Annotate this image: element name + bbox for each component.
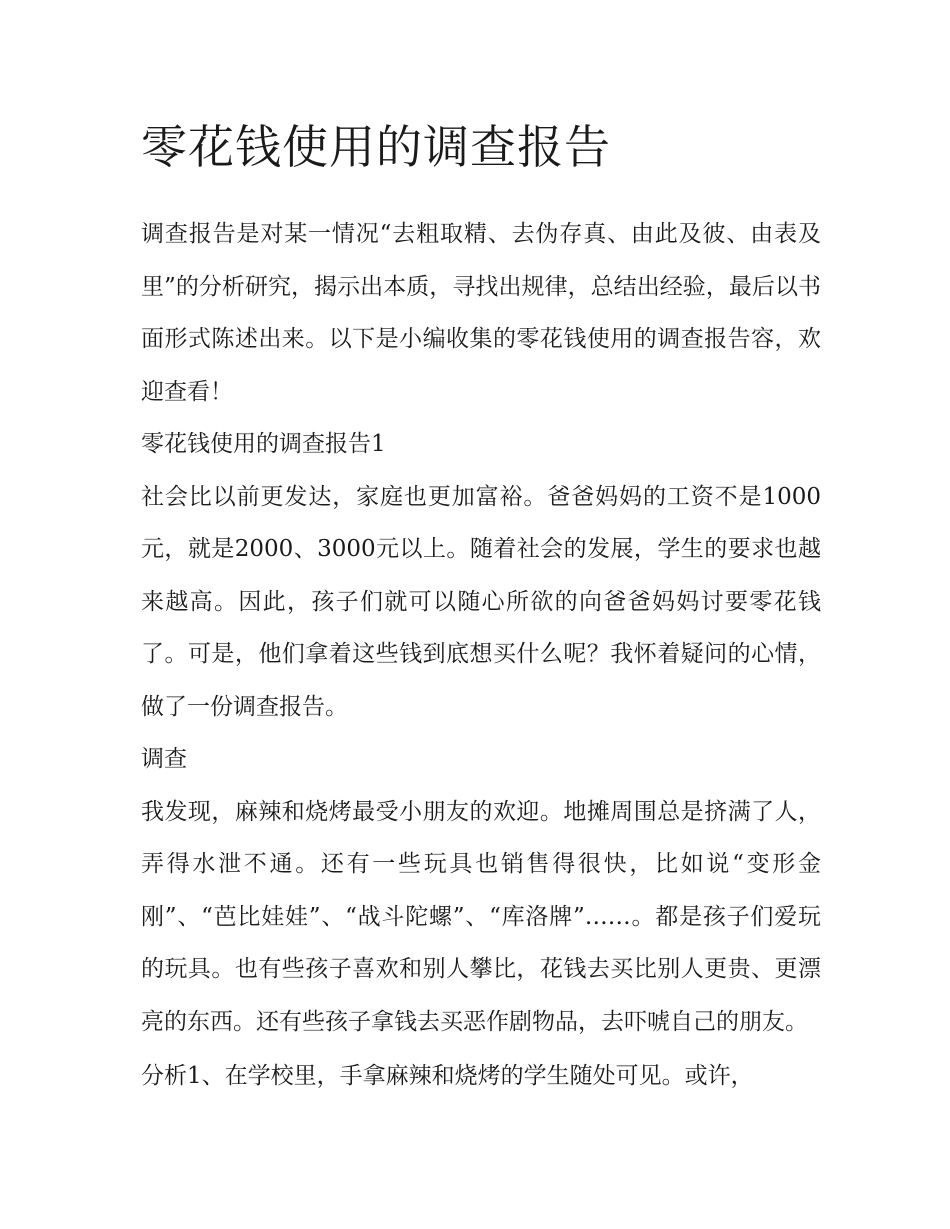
paragraph-1: 社会比以前更发达，家庭也更加富裕。爸爸妈妈的工资不是1000元，就是2000、3000元以上。随着社会的发展，学生的要求也越来越高。因此，孩子们就可以随心所欲的向爸爸妈妈讨要零花钱了。可是，他们拿着这些钱到底想买什么呢？我怀着疑问的心情，做了一份调查报告。 [141, 483, 821, 720]
document-title: 零花钱使用的调查报告 [141, 120, 611, 174]
intro-paragraph: 调查报告是对某一情况“去粗取精、去伪存真、由此及彼、由表及里”的分析研究，揭示出本质，寻找出规律，总结出经验，最后以书面形式陈述出来。以下是小编收集的零花钱使用的调查报告容，欢迎查看！ [141, 221, 821, 405]
section-title: 零花钱使用的调查报告1 [141, 431, 386, 457]
survey-label: 调查 [141, 746, 187, 772]
paragraph-3: 分析1、在学校里，手拿麻辣和烧烤的学生随处可见。或许， [141, 1063, 754, 1089]
document-page [141, 112, 821, 1103]
paragraph-2: 我发现，麻辣和烧烤最受小朋友的欢迎。地摊周围总是挤满了人，弄得水泄不通。还有一些玩具也销售得很快，比如说“变形金刚”、“芭比娃娃”、“战斗陀螺”、“库洛牌”……。都是孩子们爱玩的玩具。也有些孩子喜欢和别人攀比，花钱去买比别人更贵、更漂亮的东西。还有些孩子拿钱去买恶作剧物品，去吓唬自己的朋友。 [141, 798, 821, 1035]
